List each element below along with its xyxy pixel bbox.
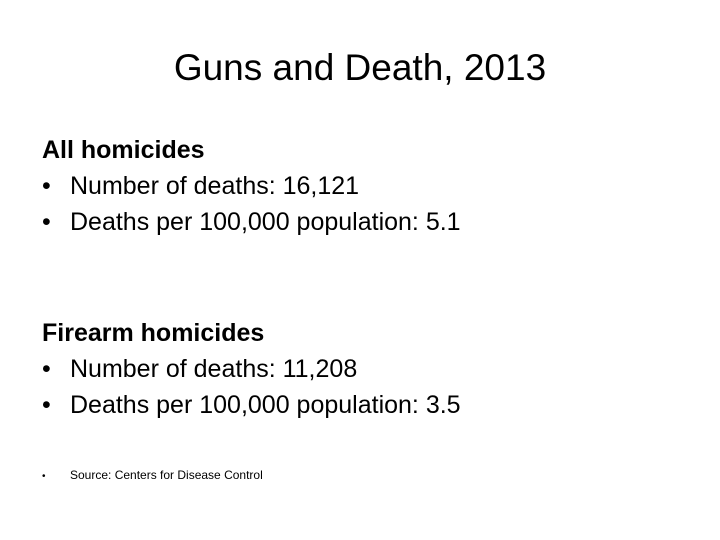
- bullet-icon: •: [42, 355, 51, 383]
- bullet-item: [42, 168, 702, 204]
- section-heading: All homicides: [42, 136, 205, 164]
- section-firearm-homicides: [42, 315, 702, 423]
- bullet-item: [42, 204, 702, 240]
- source-note: [42, 466, 263, 486]
- section-heading: Firearm homicides: [42, 319, 265, 347]
- bullet-item: [42, 351, 702, 387]
- bullet-item: [42, 387, 702, 423]
- bullet-icon: •: [42, 172, 51, 200]
- bullet-text: Deaths per 100,000 population: 3.5: [70, 391, 461, 419]
- bullet-text: Number of deaths: 11,208: [70, 355, 358, 383]
- source-text: Source: Centers for Disease Control: [70, 468, 263, 482]
- slide-title: Guns and Death, 2013: [173, 47, 547, 88]
- bullet-icon: •: [42, 471, 46, 482]
- bullet-icon: •: [42, 391, 51, 419]
- bullet-icon: •: [42, 208, 51, 236]
- bullet-text: Number of deaths: 16,121: [70, 172, 360, 200]
- section-all-homicides: [42, 132, 702, 240]
- bullet-text: Deaths per 100,000 population: 5.1: [70, 208, 461, 236]
